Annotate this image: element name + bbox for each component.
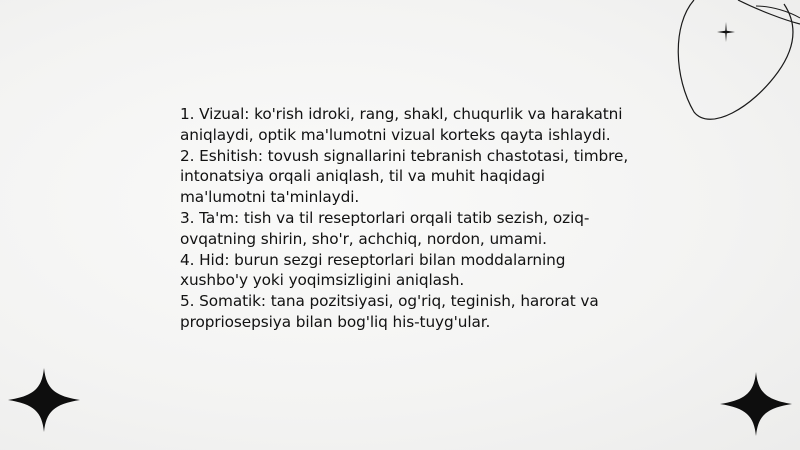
list-item-somatic: 5. Somatik: tana pozitsiyasi, og'riq, teginish, harorat va propriosepsiya bilan bog'liq his-tuyg'ular. bbox=[180, 292, 599, 331]
info-list bbox=[180, 104, 630, 333]
list-item-hearing: 2. Eshitish: tovush signallarini tebranish chastotasi, timbre, intonatsiya orqali aniqlash, til va muhit haqidagi ma'lumotni ta'minlaydi. bbox=[180, 146, 629, 207]
four-point-star-icon bbox=[720, 372, 792, 436]
list-item-smell: 4. Hid: burun sezgi reseptorlari bilan moddalarning xushbo'y yoki yoqimsizligini aniqlash. bbox=[180, 250, 566, 290]
list-item-visual: 1. Vizual: ko'rish idroki, rang, shakl, chuqurlik va harakatni aniqlaydi, optik ma'lumotni vizual korteks qayta ishlaydi. bbox=[180, 105, 623, 144]
orbit-star-icon bbox=[660, 0, 800, 125]
four-point-star-icon bbox=[8, 368, 80, 432]
list-item-taste: 3. Ta'm: tish va til reseptorlari orqali tatib sezish, oziq-ovqatning shirin, sho'r, achchiq, nordon, umami. bbox=[180, 208, 590, 248]
